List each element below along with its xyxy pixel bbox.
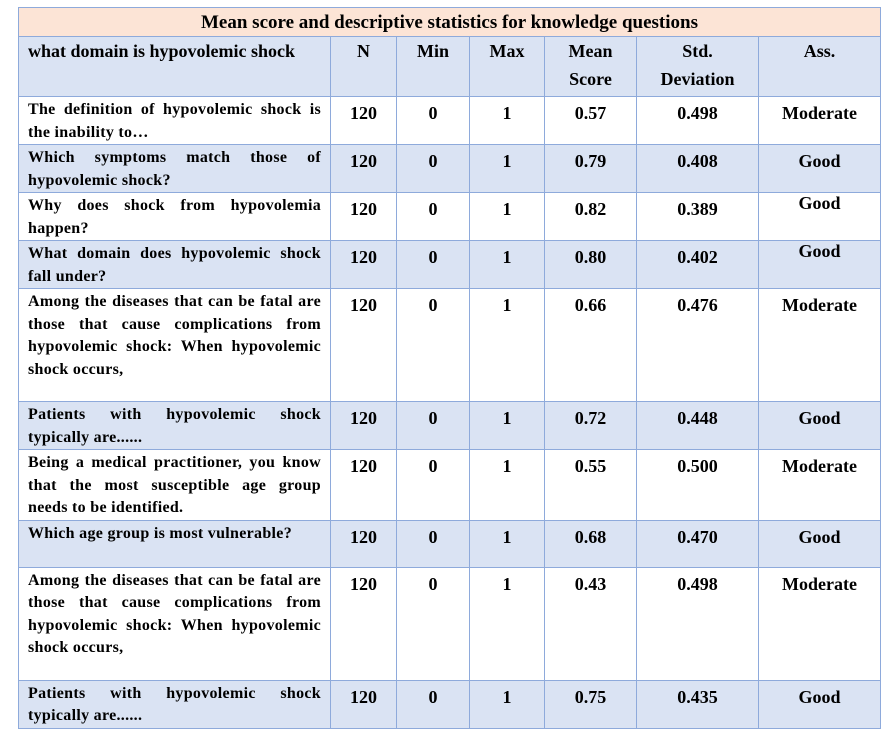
table-row (19, 193, 881, 241)
question-cell: Which symptoms match those of hypovolemic shock? (19, 145, 331, 193)
min-cell: 0 (397, 402, 470, 450)
min-cell: 0 (397, 289, 470, 402)
table-row (19, 450, 881, 521)
max-cell: 1 (470, 289, 545, 402)
knowledge-stats-table (18, 7, 881, 729)
std-cell: 0.476 (637, 289, 759, 402)
n-cell: 120 (331, 680, 397, 728)
min-cell: 0 (397, 145, 470, 193)
mean-cell: 0.82 (545, 193, 637, 241)
min-cell: 0 (397, 567, 470, 680)
table-row (19, 145, 881, 193)
question-cell: Patients with hypovolemic shock typically are...... (19, 402, 331, 450)
max-cell: 1 (470, 402, 545, 450)
table-title: Mean score and descriptive statistics for knowledge questions (19, 8, 881, 37)
std-cell: 0.448 (637, 402, 759, 450)
n-cell: 120 (331, 520, 397, 567)
question-cell: The definition of hypovolemic shock is the inability to… (19, 97, 331, 145)
max-cell: 1 (470, 97, 545, 145)
mean-cell: 0.57 (545, 97, 637, 145)
n-cell: 120 (331, 193, 397, 241)
min-cell: 0 (397, 680, 470, 728)
assessment-cell: Moderate (759, 289, 881, 402)
max-cell: 1 (470, 567, 545, 680)
header-assessment: Ass. (759, 37, 881, 97)
table-row (19, 520, 881, 567)
table-row (19, 97, 881, 145)
assessment-cell: Moderate (759, 97, 881, 145)
table-row (19, 402, 881, 450)
max-cell: 1 (470, 145, 545, 193)
mean-cell: 0.55 (545, 450, 637, 521)
std-cell: 0.389 (637, 193, 759, 241)
question-cell: What domain does hypovolemic shock fall under? (19, 241, 331, 289)
assessment-cell: Moderate (759, 567, 881, 680)
n-cell: 120 (331, 289, 397, 402)
min-cell: 0 (397, 193, 470, 241)
min-cell: 0 (397, 450, 470, 521)
header-row (19, 37, 881, 97)
std-cell: 0.500 (637, 450, 759, 521)
question-cell: Patients with hypovolemic shock typically are...... (19, 680, 331, 728)
header-std-line1: Std. (682, 41, 713, 61)
table-row (19, 567, 881, 680)
std-cell: 0.470 (637, 520, 759, 567)
mean-cell: 0.79 (545, 145, 637, 193)
min-cell: 0 (397, 97, 470, 145)
n-cell: 120 (331, 241, 397, 289)
std-cell: 0.408 (637, 145, 759, 193)
assessment-cell: Good (759, 241, 881, 289)
header-question: what domain is hypovolemic shock (19, 37, 331, 97)
std-cell: 0.402 (637, 241, 759, 289)
mean-cell: 0.80 (545, 241, 637, 289)
max-cell: 1 (470, 193, 545, 241)
mean-cell: 0.72 (545, 402, 637, 450)
stats-table-container (18, 7, 880, 729)
header-std-deviation (637, 37, 759, 97)
max-cell: 1 (470, 680, 545, 728)
assessment-cell: Good (759, 520, 881, 567)
question-cell: Being a medical practitioner, you know that the most susceptible age group needs to be identified. (19, 450, 331, 521)
question-cell: Why does shock from hypovolemia happen? (19, 193, 331, 241)
std-cell: 0.498 (637, 97, 759, 145)
header-mean-line2: Score (569, 69, 612, 89)
mean-cell: 0.75 (545, 680, 637, 728)
max-cell: 1 (470, 241, 545, 289)
question-cell: Among the diseases that can be fatal are those that cause complications from hypovolemic shock: When hypovolemic shock occurs, (19, 567, 331, 680)
assessment-cell: Good (759, 145, 881, 193)
n-cell: 120 (331, 145, 397, 193)
mean-cell: 0.68 (545, 520, 637, 567)
mean-cell: 0.43 (545, 567, 637, 680)
n-cell: 120 (331, 402, 397, 450)
min-cell: 0 (397, 241, 470, 289)
question-cell: Among the diseases that can be fatal are those that cause complications from hypovolemic shock: When hypovolemic shock occurs, (19, 289, 331, 402)
std-cell: 0.435 (637, 680, 759, 728)
assessment-cell: Good (759, 193, 881, 241)
mean-cell: 0.66 (545, 289, 637, 402)
n-cell: 120 (331, 567, 397, 680)
n-cell: 120 (331, 97, 397, 145)
max-cell: 1 (470, 520, 545, 567)
title-row (19, 8, 881, 37)
table-row (19, 241, 881, 289)
assessment-cell: Moderate (759, 450, 881, 521)
n-cell: 120 (331, 450, 397, 521)
header-std-line2: Deviation (660, 69, 735, 89)
assessment-cell: Good (759, 680, 881, 728)
header-min: Min (397, 37, 470, 97)
header-mean-line1: Mean (568, 41, 613, 61)
std-cell: 0.498 (637, 567, 759, 680)
assessment-cell: Good (759, 402, 881, 450)
header-max: Max (470, 37, 545, 97)
header-n: N (331, 37, 397, 97)
header-mean-score (545, 37, 637, 97)
question-cell: Which age group is most vulnerable? (19, 520, 331, 567)
min-cell: 0 (397, 520, 470, 567)
max-cell: 1 (470, 450, 545, 521)
table-row (19, 289, 881, 402)
